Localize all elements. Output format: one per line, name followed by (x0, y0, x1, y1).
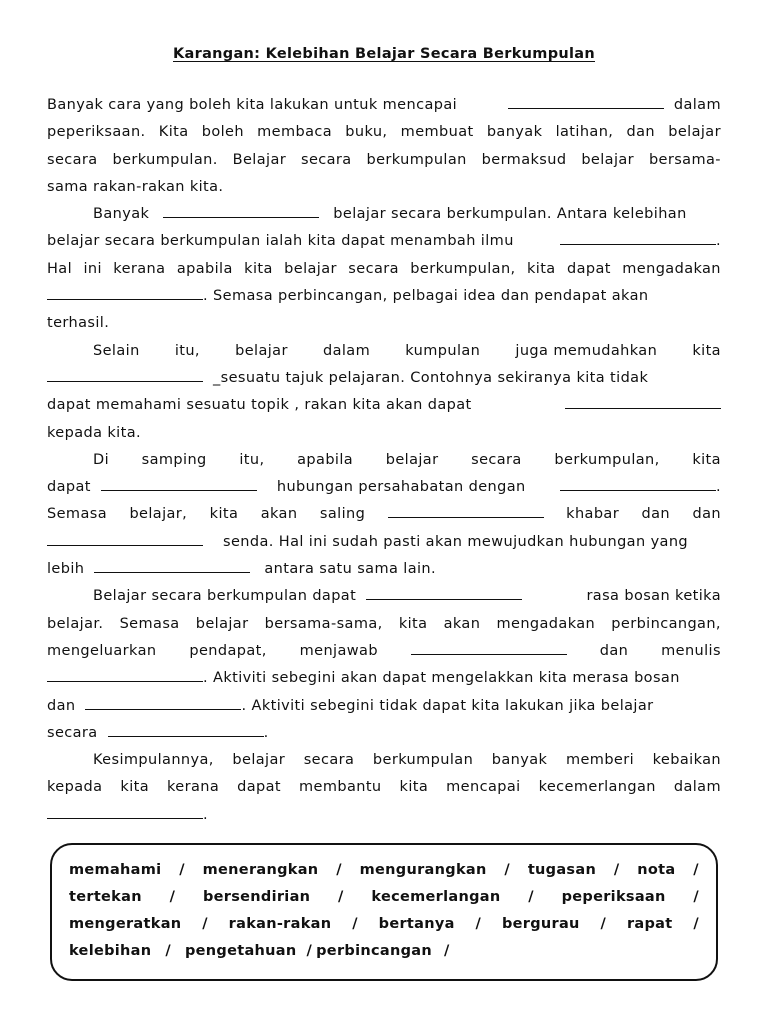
essay-text: dapat (237, 779, 281, 796)
word-bank-word: peperiksaan (561, 889, 666, 905)
essay-text: dalam (673, 779, 721, 796)
essay-text: latihan, (555, 124, 614, 141)
essay-text: dapat memahami sesuatu topik , rakan kita akan dapat (47, 397, 472, 414)
essay-text: _sesuatu tajuk pelajaran. Contohnya sekiranya kita tidak (213, 369, 649, 386)
essay-text-run (203, 283, 721, 310)
essay-line (47, 201, 721, 228)
word-bank-separator: / (336, 862, 342, 878)
essay-text: kita (526, 260, 556, 277)
essay-text: sama rakan-rakan kita. (47, 178, 224, 195)
essay-line (47, 802, 721, 829)
word-bank-separator: / (443, 943, 450, 959)
essay-line (47, 365, 721, 392)
essay-line (47, 420, 721, 447)
essay-text: secara (471, 451, 522, 468)
essay-line (47, 310, 721, 337)
essay-text: . Semasa perbincangan, pelbagai idea dan pendapat akan (203, 288, 649, 305)
word-bank-word: mengeratkan (69, 916, 182, 932)
essay-text: . (203, 806, 209, 823)
essay-line (47, 256, 721, 283)
essay-text: secara (348, 260, 399, 277)
essay-text: bersama- (648, 151, 721, 168)
essay-line (47, 638, 721, 665)
essay-text: . Aktiviti sebegini akan dapat mengelakkan kita merasa bosan (203, 670, 680, 687)
essay-text: kepada kita. (47, 424, 141, 441)
essay-title: Karangan: Kelebihan Belajar Secara Berkumpulan (173, 46, 595, 62)
essay-text: banyak (491, 752, 548, 769)
essay-text: belajar (232, 752, 286, 769)
essay-line (47, 774, 721, 801)
essay-text: apabila (176, 260, 233, 277)
essay-text: antara satu sama lain. (264, 561, 437, 578)
answer-blank[interactable] (366, 598, 522, 600)
essay-line (47, 747, 721, 774)
essay-line (47, 693, 721, 720)
essay-text: berkumpulan (372, 752, 474, 769)
essay-line (47, 119, 721, 146)
essay-text: buku, (345, 124, 388, 141)
essay-text: memberi (565, 752, 635, 769)
essay-text: Belajar secara berkumpulan dapat (93, 588, 357, 605)
essay-text: belajar, (129, 506, 188, 523)
word-bank (50, 843, 718, 981)
essay-text: dan (626, 124, 655, 141)
essay-text: Belajar (232, 151, 287, 168)
essay-text: menjawab (299, 642, 378, 659)
word-bank-separator: / (600, 916, 607, 932)
essay-text: belajar secara berkumpulan ialah kita dapat menambah ilmu (47, 233, 514, 250)
word-bank-word: kecemerlangan (371, 889, 501, 905)
word-bank-word: kelebihan (69, 943, 152, 959)
word-bank-word: tertekan (69, 889, 142, 905)
answer-blank[interactable] (47, 817, 203, 819)
essay-text: secara (47, 724, 98, 741)
essay-text: kita (209, 506, 239, 523)
essay-text: banyak (486, 124, 543, 141)
essay-text: kita (692, 342, 721, 359)
word-bank-word: bertanya (378, 916, 455, 932)
essay-line (47, 611, 721, 638)
word-bank-row (69, 884, 699, 911)
essay-text: . (715, 233, 721, 250)
essay-text: itu, (239, 451, 265, 468)
essay-text: dalam (673, 97, 721, 113)
essay-text: dapat (566, 260, 611, 277)
essay-line (47, 556, 721, 583)
essay-text: terhasil. (47, 315, 110, 332)
essay-text: juga memudahkan (515, 342, 658, 359)
word-bank-row (69, 938, 699, 965)
essay-text: dapat (47, 479, 91, 496)
essay-text: kita (120, 779, 149, 796)
essay-text: belajar. (47, 615, 104, 632)
essay-text: kita (692, 451, 721, 468)
answer-blank[interactable] (47, 680, 203, 682)
word-bank-separator: / (202, 916, 208, 932)
answer-blank[interactable] (47, 544, 203, 546)
answer-blank[interactable] (101, 489, 257, 491)
essay-text: Kita (158, 124, 189, 141)
essay-text: belajar (195, 615, 249, 632)
essay-line (47, 392, 721, 419)
word-bank-separator: / (169, 889, 176, 905)
essay-text: berkumpulan (366, 151, 467, 168)
answer-blank[interactable] (85, 708, 241, 710)
word-bank-word: pengetahuan (184, 943, 297, 959)
essay-text: Semasa (47, 506, 107, 523)
essay-line (47, 338, 721, 365)
essay-text: bersama-sama, (264, 615, 383, 632)
essay-text: dan (47, 697, 76, 714)
essay-text: dan (599, 642, 629, 659)
essay-text: mengadakan (622, 260, 721, 277)
essay-text: mencapai (446, 779, 521, 796)
answer-blank[interactable] (388, 516, 544, 518)
essay-text: mengadakan (496, 615, 596, 632)
essay-text: Selain (93, 342, 140, 359)
word-bank-separator: / (693, 862, 699, 878)
essay-text: . (715, 479, 721, 496)
essay-text: berkumpulan, (554, 451, 660, 468)
essay-text: akan (260, 506, 298, 523)
essay-text: kita (244, 260, 273, 277)
word-bank-separator: / (338, 889, 344, 905)
answer-blank[interactable] (560, 243, 716, 245)
essay-text: perbincangan, (611, 615, 721, 632)
word-bank-word: nota (637, 862, 676, 878)
word-bank-separator: / (693, 916, 699, 932)
essay-text: akan (443, 615, 481, 632)
essay-text: kepada (47, 779, 103, 796)
word-bank-word: rapat (626, 916, 673, 932)
word-bank-separator: / (528, 889, 534, 905)
essay-text: belajar (668, 124, 721, 141)
word-bank-word: memahami (69, 862, 162, 878)
essay-line (47, 665, 721, 692)
essay-text: apabila (297, 451, 354, 468)
essay-text: hubungan persahabatan dengan (276, 479, 526, 496)
essay-text: kerana (167, 779, 220, 796)
essay-text: Semasa (119, 615, 180, 632)
essay-text: secara (303, 752, 355, 769)
word-bank-separator: / (693, 889, 699, 905)
essay-text: . Aktiviti sebegini tidak dapat kita lakukan jika belajar (241, 697, 654, 714)
essay-text: Di (93, 451, 109, 468)
word-bank-word: menerangkan (202, 862, 319, 878)
essay-line (47, 447, 721, 474)
essay-text: belajar secara berkumpulan. Antara kelebihan (333, 206, 687, 223)
word-bank-separator: / (504, 862, 511, 878)
answer-blank[interactable] (108, 735, 264, 737)
essay-line (47, 174, 721, 201)
essay-text: lebih (47, 561, 85, 578)
answer-blank[interactable] (508, 107, 664, 109)
essay-text: kebaikan (652, 752, 721, 769)
essay-text: secara (47, 151, 98, 168)
essay-text: itu, (174, 342, 200, 359)
essay-text: membaca (257, 124, 333, 141)
essay-text: pendapat, (189, 642, 267, 659)
essay-text: boleh (201, 124, 244, 141)
word-bank-word: mengurangkan (359, 862, 487, 878)
essay-text: kerana (113, 260, 166, 277)
essay-text: belajar (235, 342, 288, 359)
essay-text: belajar (284, 260, 337, 277)
essay-line (47, 147, 721, 174)
essay-text: membuat (400, 124, 474, 141)
essay-line (47, 529, 721, 556)
essay-text: kita (398, 615, 428, 632)
word-bank-word: bergurau (501, 916, 580, 932)
answer-blank[interactable] (411, 653, 567, 655)
essay-line (47, 501, 721, 528)
word-bank-word: bersendirian (202, 889, 311, 905)
essay-text: mengeluarkan (47, 642, 157, 659)
essay-text: belajar (385, 451, 439, 468)
answer-blank[interactable] (565, 407, 721, 409)
essay-text: Kesimpulannya, (93, 752, 214, 769)
essay-text: secara (301, 151, 352, 168)
word-bank-separator: / (475, 916, 482, 932)
word-bank-separator: / (306, 943, 313, 959)
essay-text: kecemerlangan (538, 779, 656, 796)
word-bank-word: rakan-rakan (228, 916, 332, 932)
word-bank-row (69, 857, 699, 884)
essay-text: Hal (47, 260, 73, 277)
essay-text: . (263, 724, 269, 741)
essay-line (47, 474, 721, 501)
essay-text: menulis (661, 642, 721, 659)
essay-text: rasa bosan ketika (586, 588, 721, 605)
essay-text: berkumpulan, (410, 260, 516, 277)
essay-text: samping (141, 451, 207, 468)
essay-text: khabar (566, 506, 620, 523)
essay-text: belajar (581, 151, 635, 168)
essay-text: dalam (322, 342, 371, 359)
essay-body (47, 92, 721, 829)
essay-text: kita (399, 779, 429, 796)
answer-blank[interactable] (163, 216, 319, 218)
essay-line (47, 583, 721, 610)
answer-blank[interactable] (560, 489, 716, 491)
word-bank-separator: / (165, 943, 171, 959)
essay-line (47, 720, 721, 747)
essay-line (47, 228, 721, 255)
word-bank-word: perbincangan (316, 943, 432, 959)
essay-text: berkumpulan. (112, 151, 218, 168)
essay-text: Banyak cara yang boleh kita lakukan untuk mencapai (47, 97, 458, 113)
word-bank-separator: / (179, 862, 185, 878)
essay-text: dan (641, 506, 671, 523)
essay-line (47, 283, 721, 310)
word-bank-row (69, 911, 699, 938)
essay-text: dan (692, 506, 721, 523)
essay-text: peperiksaan. (47, 124, 146, 141)
essay-text: bermaksud (481, 151, 567, 168)
essay-text: senda. Hal ini sudah pasti akan mewujudkan hubungan yang (223, 533, 689, 550)
essay-text: Banyak (93, 206, 150, 223)
essay-text: ini (83, 260, 102, 277)
essay-text: kumpulan (405, 342, 481, 359)
answer-blank[interactable] (94, 571, 250, 573)
word-bank-separator: / (613, 862, 620, 878)
answer-blank[interactable] (47, 298, 203, 300)
word-bank-word: tugasan (527, 862, 597, 878)
essay-text: saling (319, 506, 366, 523)
word-bank-separator: / (352, 916, 358, 932)
answer-blank[interactable] (47, 380, 203, 382)
essay-text: membantu (299, 779, 382, 796)
essay-line (47, 92, 721, 119)
